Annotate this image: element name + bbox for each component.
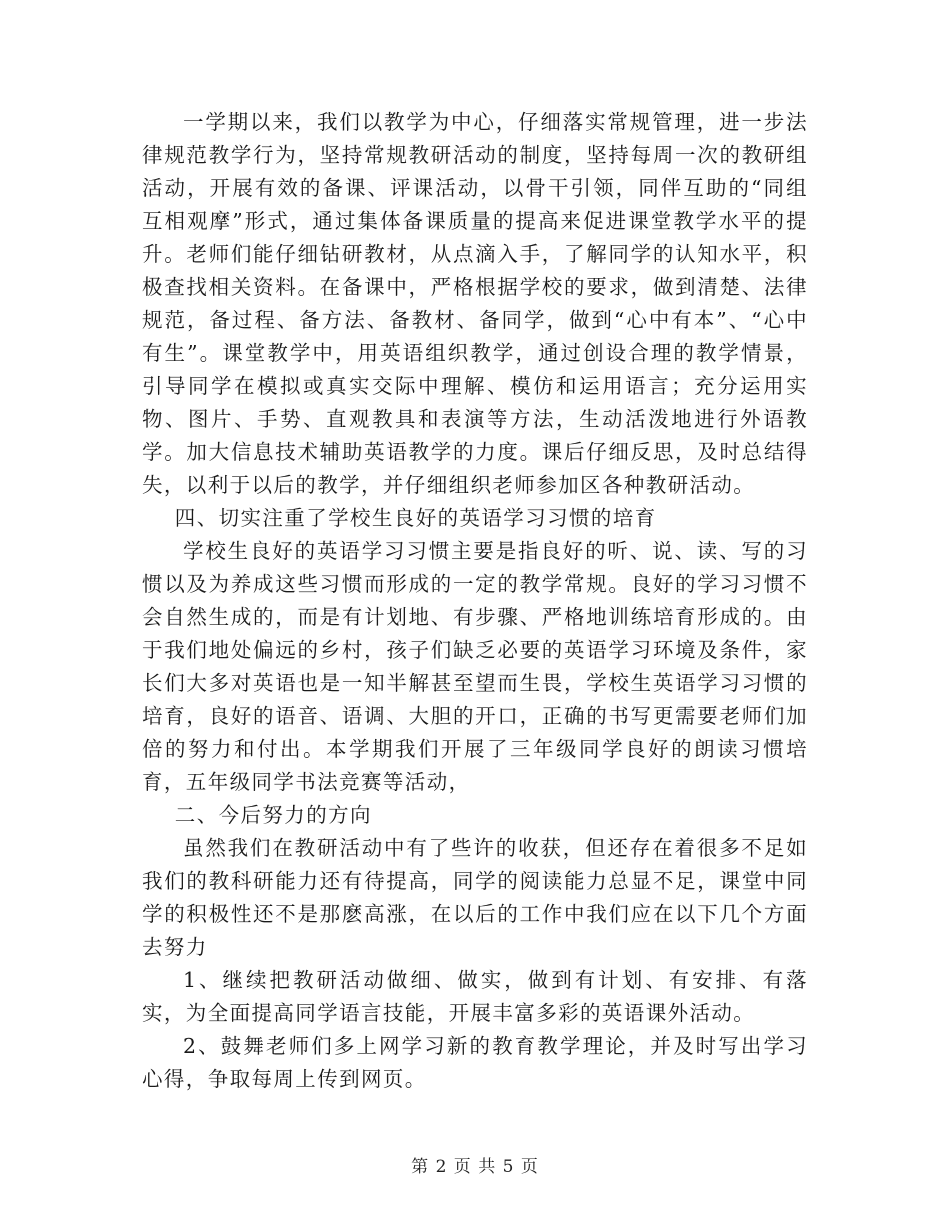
list-item-1: 1、继续把教研活动做细、做实，做到有计划、有安排、有落实，为全面提高同学语言技能，开展丰富多彩的英语课外活动。	[142, 968, 808, 1025]
section-heading-future-direction: 二、今后努力的方向	[174, 803, 372, 827]
paragraph-study-habits: 学校生良好的英语学习习惯主要是指良好的听、说、读、写的习惯以及为养成这些习惯而形成的一定的教学常规。良好的学习习惯不会自然生成的，而是有计划地、有步骤、严格地训练培育形成的。由于我们地处偏远的乡村，孩子们缺乏必要的英语学习环境及条件，家长们大多对英语也是一知半解甚至望而生畏，学校生英语学习习惯的培育，良好的语音、语调、大胆的开口，正确的书写更需要老师们加倍的努力和付出。本学期我们开展了三年级同学良好的朗读习惯培育，五年级同学书法竞赛等活动，	[142, 539, 808, 794]
paragraph-shortcomings: 虽然我们在教研活动中有了些许的收获，但还存在着很多不足如我们的教科研能力还有待提高，同学的阅读能力总显不足，课堂中同学的积极性还不是那麽高涨，在以后的工作中我们应在以下几个方面去努力	[142, 836, 808, 959]
list-item-2: 2、鼓舞老师们多上网学习新的教育教学理论，并及时写出学习心得，争取每周上传到网页。	[142, 1034, 808, 1091]
paragraph-teaching-routine: 一学期以来，我们以教学为中心，仔细落实常规管理，进一步法律规范教学行为，坚持常规教研活动的制度，坚持每周一次的教研组活动，开展有效的备课、评课活动，以骨干引领，同伴互助的“同组互相观摩”形式，通过集体备课质量的提高来促进课堂教学水平的提升。老师们能仔细钻研教材，从点滴入手，了解同学的认知水平，积极查找相关资料。在备课中，严格根据学校的要求，做到清楚、法律规范，备过程、备方法、备教材、备同学，做到“心中有本”、“心中有生”。课堂教学中，用英语组织教学，通过创设合理的教学情景，引导同学在模拟或真实交际中理解、模仿和运用语言；充分运用实物、图片、手势、直观教具和表演等方法，生动活泼地进行外语教学。加大信息技术辅助英语教学的力度。课后仔细反思，及时总结得失，以利于以后的教学，并仔细组织老师参加区各种教研活动。	[142, 110, 808, 497]
document-body	[142, 106, 808, 1096]
section-heading-study-habits: 四、切实注重了学校生良好的英语学习习惯的培育	[174, 506, 657, 530]
page-number-footer: 第 2 页 共 5 页	[411, 1157, 539, 1177]
